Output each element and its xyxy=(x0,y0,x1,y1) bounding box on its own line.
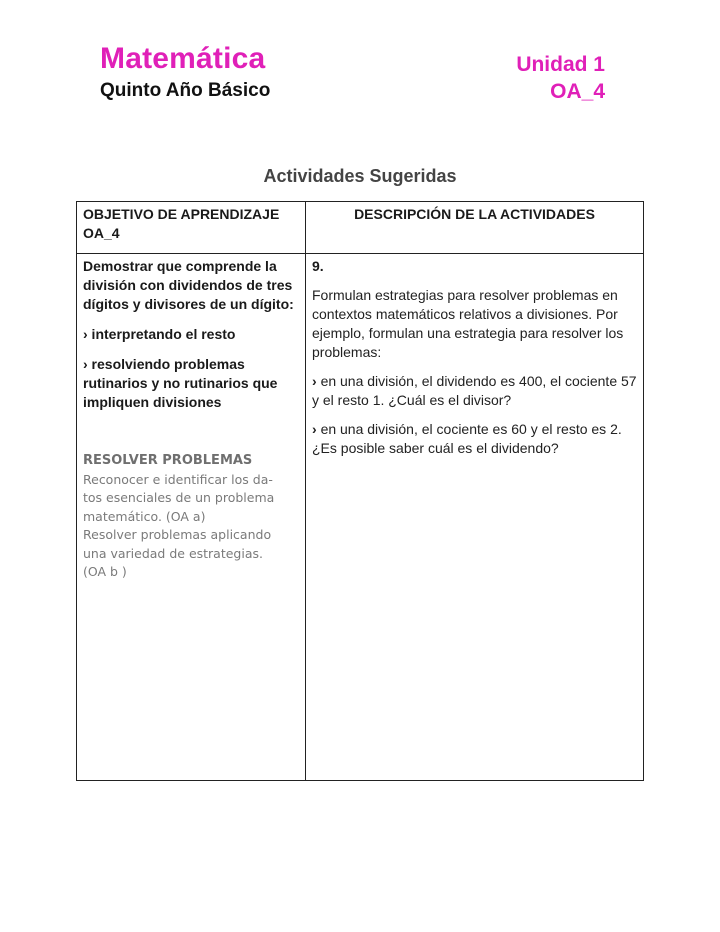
skills-title: RESOLVER PROBLEMAS xyxy=(83,453,253,468)
grade-level: Quinto Año Básico xyxy=(100,80,271,101)
skills-line: tos esenciales de un problema xyxy=(83,490,275,505)
activity-cell xyxy=(306,254,644,781)
activity-intro: Formulan estrategias para resolver problemas en contextos matemáticos relativos a divisiones. Por ejemplo, formulan una estrategia para resolver los problemas: xyxy=(312,287,624,360)
skills-line: una variedad de estrategias. xyxy=(83,545,263,561)
bullet-mark: › xyxy=(312,373,317,389)
section-title: Actividades Sugeridas xyxy=(263,166,457,186)
bullet-mark: › xyxy=(312,421,317,437)
objective-bullet: › interpretando el resto xyxy=(83,326,236,342)
table-header-row xyxy=(77,202,644,254)
skills-line: Reconocer e identificar los da- xyxy=(83,471,273,487)
oa-code: OA_4 xyxy=(550,80,605,103)
skills-line: (OA b ) xyxy=(83,564,127,579)
description-header: DESCRIPCIÓN DE LA ACTIVIDADES xyxy=(306,202,644,254)
objective-bullet: › resolviendo problemas rutinarios y no rutinarios que impliquen divisiones xyxy=(83,356,278,410)
subject-title: Matemática xyxy=(100,42,266,75)
page-header xyxy=(0,0,720,120)
activity-bullet xyxy=(312,420,637,458)
objective-header: OBJETIVO DE APRENDIZAJE OA_4 xyxy=(77,202,306,254)
activity-bullet-text: en una división, el cociente es 60 y el resto es 2. ¿Es posible saber cuál es el dividendo? xyxy=(312,421,622,456)
activities-table xyxy=(76,201,644,781)
activity-number: 9. xyxy=(312,258,324,274)
table-row xyxy=(77,254,644,781)
skills-box xyxy=(83,452,299,582)
objective-cell xyxy=(77,254,306,781)
skills-line: Resolver problemas aplicando xyxy=(83,527,272,542)
skills-line: matemático. (OA a) xyxy=(83,508,206,524)
objective-statement: Demostrar que comprende la división con dividendos de tres dígitos y divisores de un dígito: xyxy=(83,258,294,312)
activity-bullet xyxy=(312,372,637,410)
unit-label: Unidad 1 xyxy=(516,53,605,76)
activity-bullet-text: en una división, el dividendo es 400, el cociente 57 y el resto 1. ¿Cuál es el divisor? xyxy=(312,373,637,408)
